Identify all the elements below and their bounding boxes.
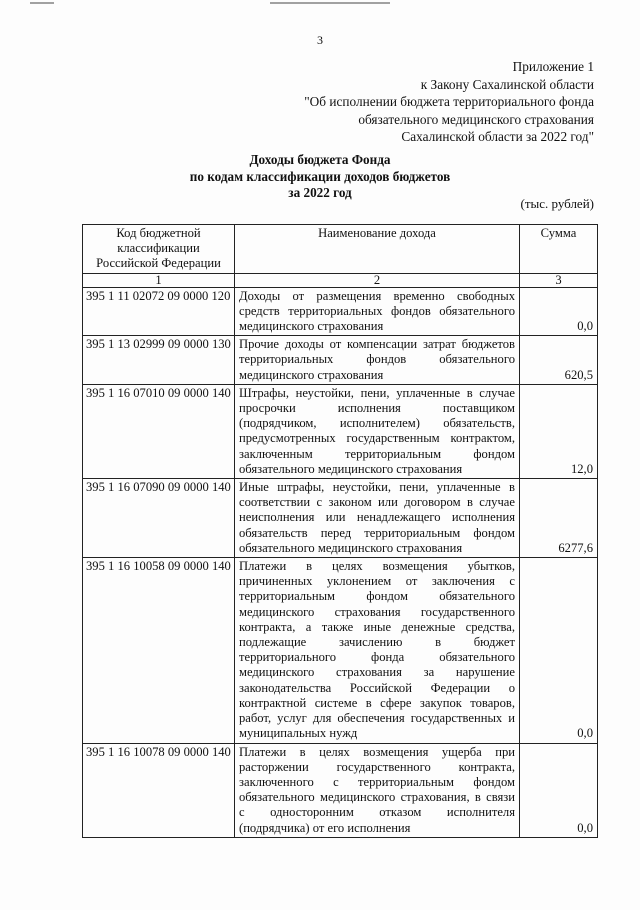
income-table (82, 224, 598, 838)
header-row (83, 225, 598, 274)
header-code: Код бюджетной классификации Российской Федерации (83, 225, 235, 274)
appendix-line: Сахалинской области за 2022 год" (401, 129, 594, 144)
column-number: 1 (83, 273, 235, 287)
title-line: Доходы бюджета Фонда (249, 152, 391, 167)
table-row (83, 384, 598, 478)
title-line: по кодам классификации доходов бюджетов (189, 168, 451, 184)
appendix-line: обязательного медицинского страхования (358, 111, 594, 127)
row-name: Прочие доходы от компенсации затрат бюджетов территориальных фондов обязательного медицинского страхования (235, 336, 520, 385)
row-sum: 12,0 (520, 384, 598, 478)
row-sum: 6277,6 (520, 479, 598, 558)
row-code: 395 1 11 02072 09 0000 120 (83, 287, 235, 336)
row-code: 395 1 16 10058 09 0000 140 (83, 558, 235, 743)
page-number: 3 (317, 33, 323, 47)
row-name: Платежи в целях возмещения убытков, причиненных уклонением от заключения с территориальным фондом обязательного медицинского страхования государственного контракта, а также иные денежные средства, подлежащие зачислению в бюджет территориального фонда обязательного медицинского страхования за нарушение законодательства Российской Федерации о контрактной системе в сфере закупок товаров, работ, услуг для обеспечения государственных и муниципальных нужд (235, 558, 520, 743)
scan-mark (270, 2, 390, 4)
row-sum: 0,0 (520, 558, 598, 743)
table-row (83, 287, 598, 336)
header-name: Наименование дохода (235, 225, 520, 274)
row-sum: 0,0 (520, 287, 598, 336)
units-label: (тыс. рублей) (520, 196, 594, 211)
appendix-line: Приложение 1 (512, 59, 594, 74)
row-code: 395 1 13 02999 09 0000 130 (83, 336, 235, 385)
title-line: за 2022 год (288, 185, 352, 200)
row-code: 395 1 16 10078 09 0000 140 (83, 743, 235, 837)
column-number: 2 (235, 273, 520, 287)
appendix-line: "Об исполнении бюджета территориального фонда (304, 94, 594, 109)
row-code: 395 1 16 07090 09 0000 140 (83, 479, 235, 558)
row-code: 395 1 16 07010 09 0000 140 (83, 384, 235, 478)
row-name: Иные штрафы, неустойки, пени, уплаченные в соответствии с законом или договором в случае неисполнения или ненадлежащего исполнения обязательств перед территориальным фондом обязательного медицинского страхования (235, 479, 520, 558)
row-sum: 620,5 (520, 336, 598, 385)
table-row (83, 479, 598, 558)
appendix-line: к Закону Сахалинской области (420, 76, 594, 92)
row-name: Платежи в целях возмещения ущерба при расторжении государственного контракта, заключенного с территориальным фондом обязательного медицинского страхования, в связи с односторонним отказом исполнителя (подрядчика) от его исполнения (235, 743, 520, 837)
table-row (83, 743, 598, 837)
header-sum: Сумма (520, 225, 598, 274)
column-number-row (83, 273, 598, 287)
scan-mark (30, 2, 54, 4)
table-row (83, 558, 598, 743)
row-name: Штрафы, неустойки, пени, уплаченные в случае просрочки исполнения поставщиком (подрядчиком, исполнителем) обязательств, предусмотренных государственным контрактом, заключенным территориальным фондом обязательного медицинского страхования (235, 384, 520, 478)
appendix-note (304, 58, 594, 146)
document-title (0, 152, 640, 202)
row-name: Доходы от размещения временно свободных средств территориальных фондов обязательного медицинского страхования (235, 287, 520, 336)
table-row (83, 336, 598, 385)
row-sum: 0,0 (520, 743, 598, 837)
column-number: 3 (520, 273, 598, 287)
